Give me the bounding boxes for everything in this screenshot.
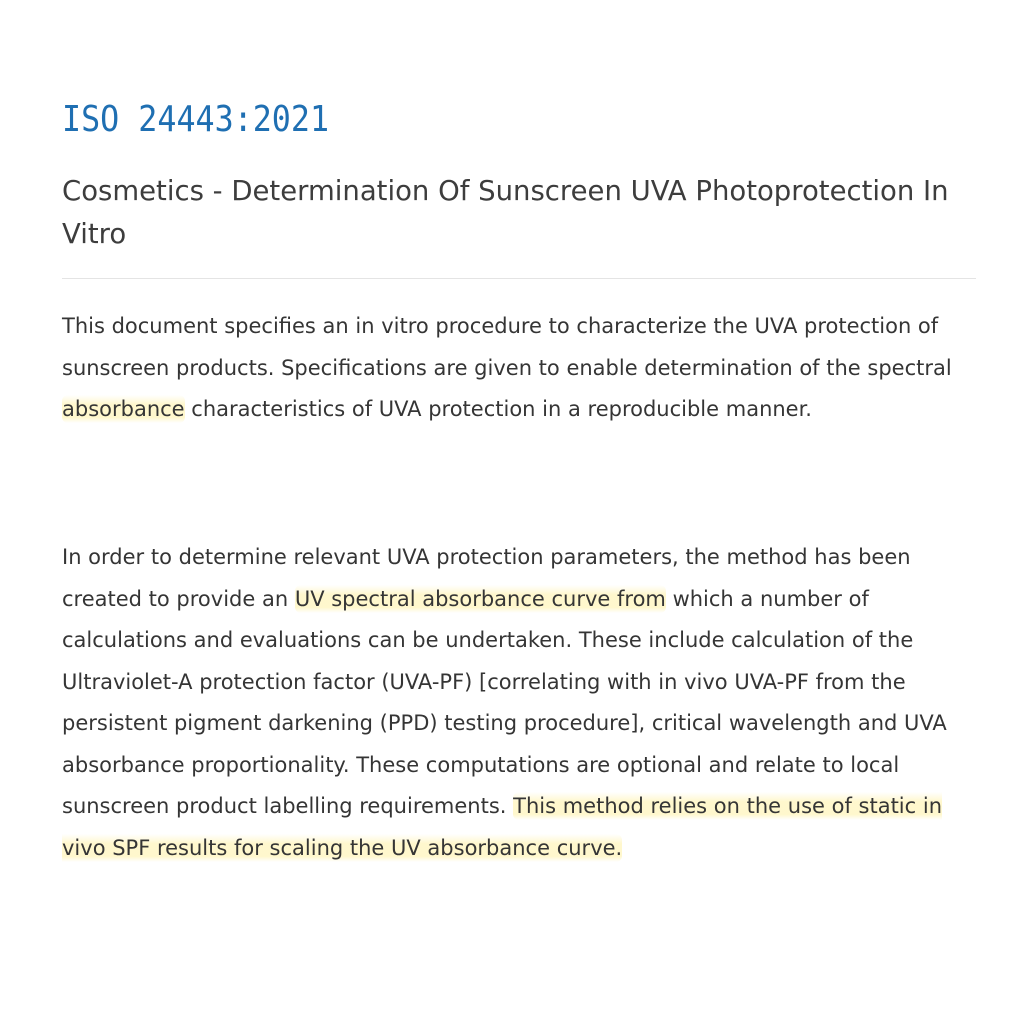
p2-text-b: which a number of calculations and evaluations can be undertaken. These include calculation of the Ultraviolet-A protection factor (UVA-PF) [correlating with in vivo UVA-PF from the persistent pigment darkening (PPD) testing procedure], critical wavelength and UVA absorbance proportionality. These computations are optional and relate to local sunscreen product labelling requirements. bbox=[62, 586, 947, 818]
abstract-paragraph-1 bbox=[62, 306, 982, 431]
title-divider bbox=[62, 278, 976, 279]
p1-highlight: absorbance bbox=[62, 397, 185, 421]
p2-highlight-2: This method relies on the use of static in vivo SPF results for scaling the UV absorbance curve. bbox=[62, 794, 943, 860]
p1-text-b: characteristics of UVA protection in a reproducible manner. bbox=[184, 397, 812, 421]
p2-highlight-1: UV spectral absorbance curve from bbox=[294, 586, 666, 611]
p2-text-a: In order to determine relevant UVA protection parameters, the method has been created to provide an bbox=[62, 545, 911, 611]
abstract-paragraph-2 bbox=[62, 537, 982, 869]
standard-code: ISO 24443:2021 bbox=[62, 99, 330, 140]
standard-title: Cosmetics - Determination Of Sunscreen UVA Photoprotection In Vitro bbox=[62, 175, 949, 250]
p1-text-a: This document specifies an in vitro procedure to characterize the UVA protection of sunscreen products. Specifications are given to enable determination of the spectral bbox=[62, 314, 952, 380]
